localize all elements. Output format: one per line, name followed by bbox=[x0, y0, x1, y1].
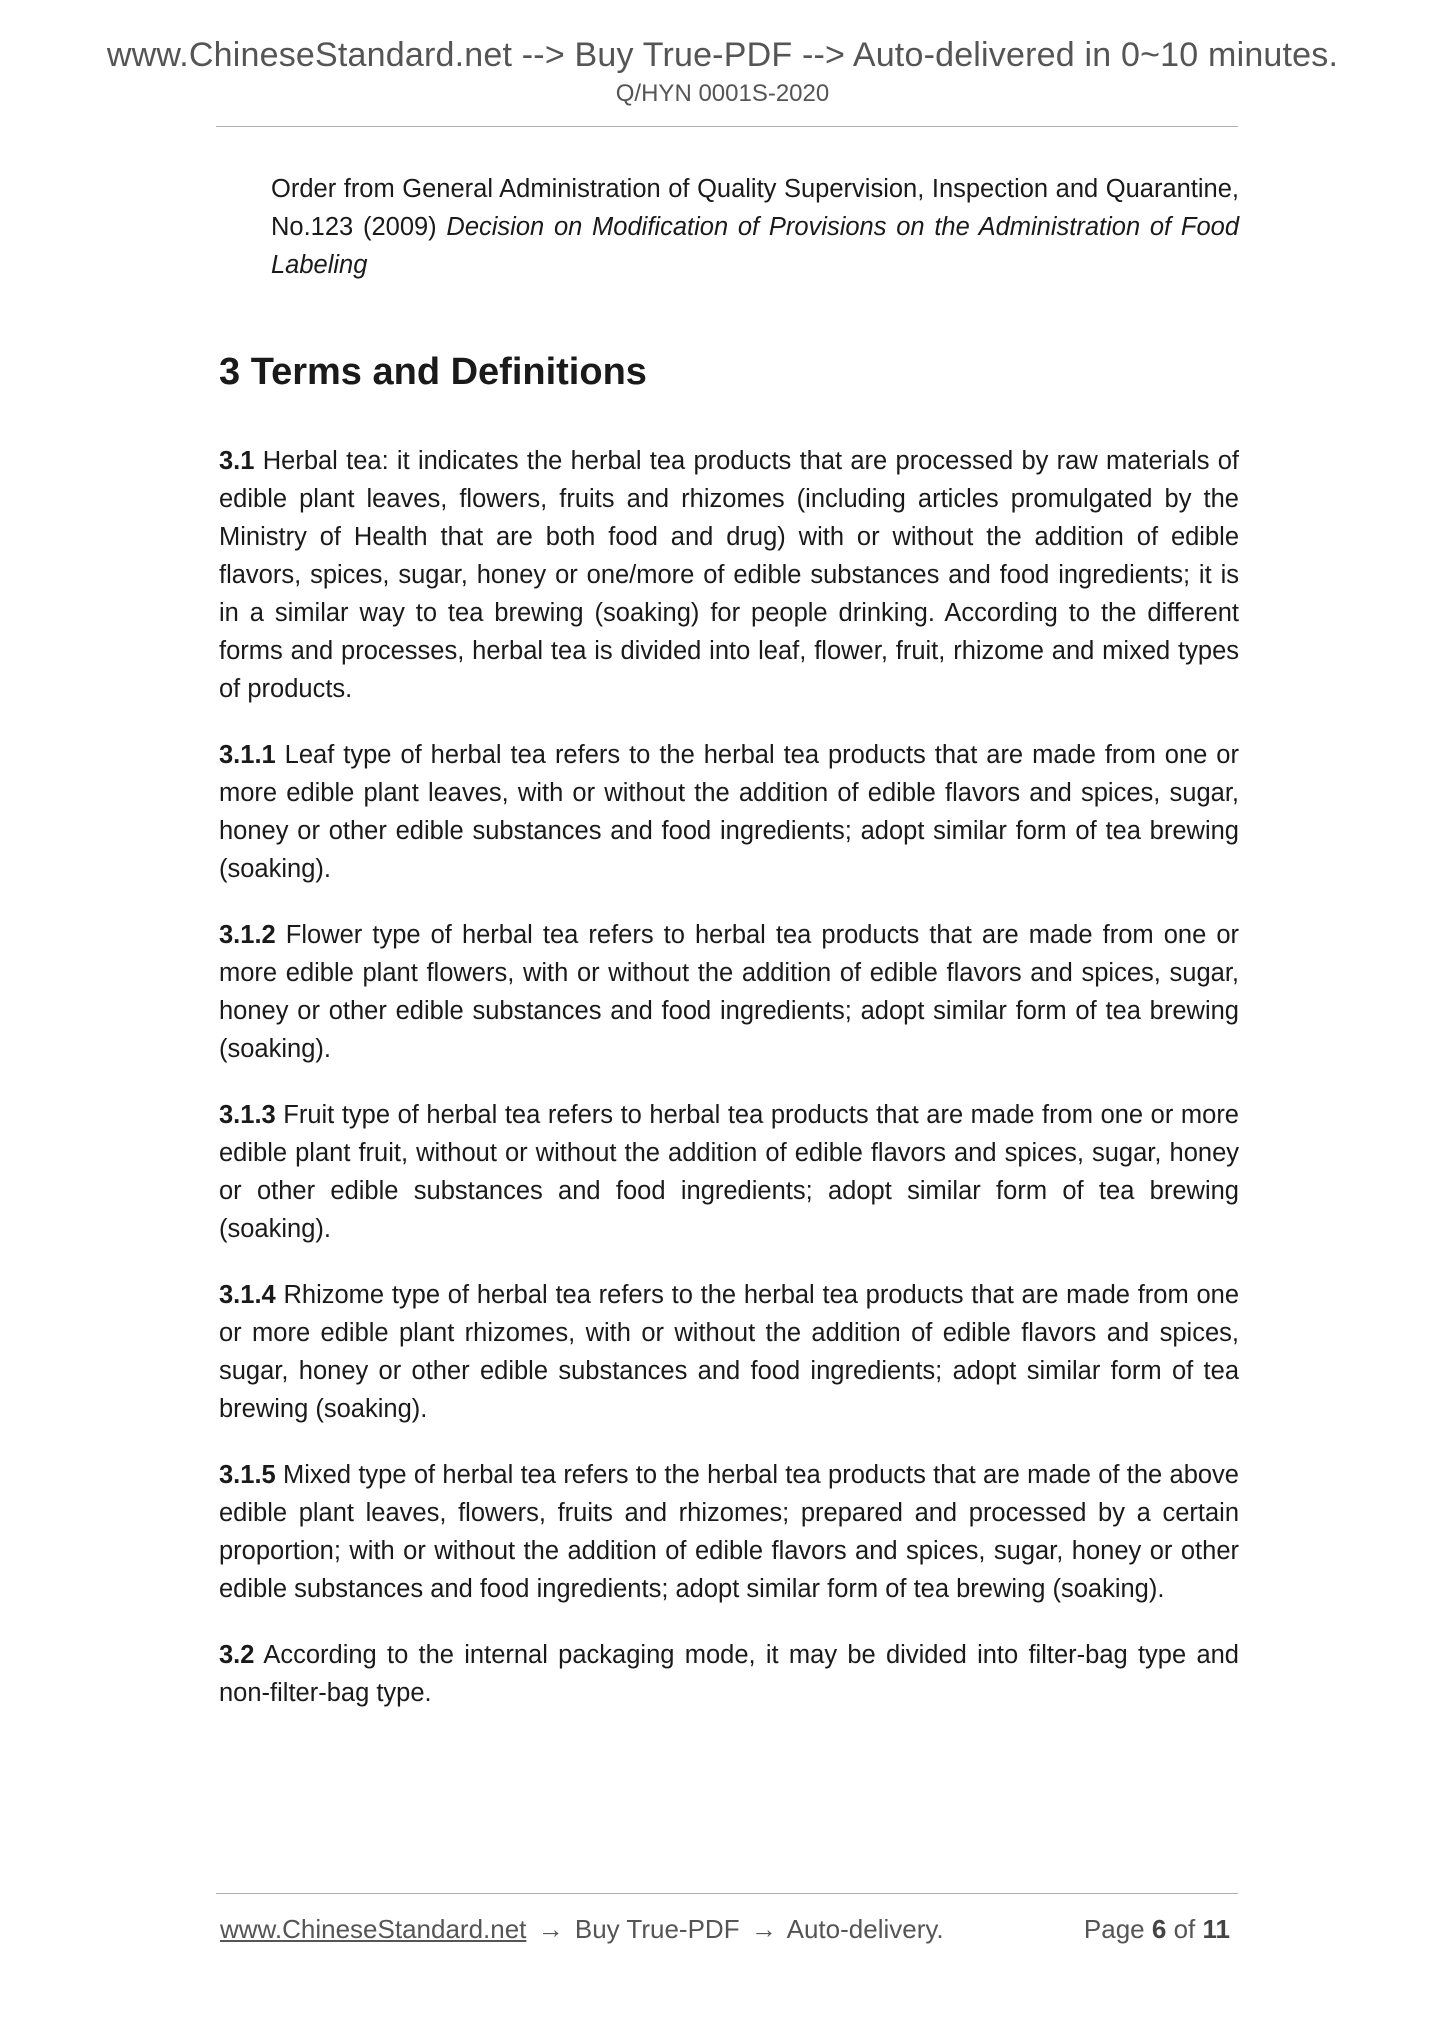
clause-number: 3.1.1 bbox=[219, 741, 276, 769]
clause-text: Flower type of herbal tea refers to herbal tea products that are made from one or more edible plant flowers, with or without the addition of edible flavors and spices, sugar, honey or other edible substances and food ingredients; adopt similar form of tea brewing (soaking). bbox=[219, 921, 1239, 1063]
clause-number: 3.1.5 bbox=[219, 1461, 276, 1489]
page-number bbox=[1084, 1914, 1230, 1945]
definition-paragraph bbox=[219, 736, 1239, 888]
definition-paragraph bbox=[219, 1636, 1239, 1712]
clause-number: 3.1 bbox=[219, 447, 255, 475]
page-content bbox=[219, 170, 1239, 1740]
page-total: 11 bbox=[1202, 1914, 1230, 1944]
definition-paragraph bbox=[219, 442, 1239, 708]
arrow-right-icon: → bbox=[537, 1914, 564, 1944]
definition-paragraph bbox=[219, 916, 1239, 1068]
reference-text: Order from General Administration of Quality Supervision, Inspection and Quarantine, No.123 (2009) bbox=[271, 175, 1239, 241]
reference-title: Decision on Modification of Provisions on the Administration of Food Labeling bbox=[271, 213, 1240, 279]
clause-number: 3.2 bbox=[219, 1641, 255, 1669]
definition-paragraph bbox=[219, 1456, 1239, 1608]
clause-text: Rhizome type of herbal tea refers to the herbal tea products that are made from one or more edible plant rhizomes, with or without the addition of edible flavors and spices, sugar, honey or other edible substances and food ingredients; adopt similar form of tea brewing (soaking). bbox=[219, 1281, 1239, 1423]
document-id: Q/HYN 0001S-2020 bbox=[615, 80, 830, 107]
header-divider bbox=[216, 126, 1238, 127]
reference-entry bbox=[271, 170, 1239, 284]
definition-paragraph bbox=[219, 1096, 1239, 1248]
footer-divider bbox=[216, 1893, 1238, 1894]
arrow-right-icon: → bbox=[750, 1914, 777, 1944]
page-label: Page bbox=[1083, 1914, 1145, 1944]
of-label: of bbox=[1173, 1914, 1196, 1944]
clause-number: 3.1.3 bbox=[219, 1101, 276, 1129]
clause-text: According to the internal packaging mode, it may be divided into filter-bag type and non-filter-bag type. bbox=[219, 1641, 1239, 1707]
site-banner: www.ChineseStandard.net --> Buy True-PDF --> Auto-delivered in 0~10 minutes. bbox=[106, 36, 1339, 74]
page-current: 6 bbox=[1151, 1914, 1167, 1944]
footer-promo bbox=[220, 1914, 944, 1945]
section-heading: 3 Terms and Definitions bbox=[219, 351, 647, 393]
clause-text: Leaf type of herbal tea refers to the herbal tea products that are made from one or more edible plant leaves, with or without the addition of edible flavors and spices, sugar, honey or other edible substances and food ingredients; adopt similar form of tea brewing (soaking). bbox=[219, 741, 1239, 883]
site-link[interactable]: www.ChineseStandard.net bbox=[220, 1914, 527, 1944]
clause-text: Herbal tea: it indicates the herbal tea products that are processed by raw materials of edible plant leaves, flowers, fruits and rhizomes (including articles promulgated by the Ministry of Health that are both food and drug) with or without the addition of edible flavors, spices, sugar, honey or one/more of edible substances and food ingredients; it is in a similar way to tea brewing (soaking) for people drinking. According to the different forms and processes, herbal tea is divided into leaf, flower, fruit, rhizome and mixed types of products. bbox=[219, 447, 1239, 703]
page-footer bbox=[220, 1914, 1230, 1948]
clause-text: Mixed type of herbal tea refers to the herbal tea products that are made of the above edible plant leaves, flowers, fruits and rhizomes; prepared and processed by a certain proportion; with or without the addition of edible flavors and spices, sugar, honey or other edible substances and food ingredients; adopt similar form of tea brewing (soaking). bbox=[219, 1461, 1239, 1603]
footer-delivery-text: Auto-delivery. bbox=[786, 1914, 944, 1944]
clause-number: 3.1.4 bbox=[219, 1281, 276, 1309]
clause-text: Fruit type of herbal tea refers to herbal tea products that are made from one or more edible plant fruit, without or without the addition of edible flavors and spices, sugar, honey or other edible substances and food ingredients; adopt similar form of tea brewing (soaking). bbox=[219, 1101, 1239, 1243]
definition-paragraph bbox=[219, 1276, 1239, 1428]
clause-number: 3.1.2 bbox=[219, 921, 276, 949]
footer-buy-text: Buy True-PDF bbox=[574, 1914, 740, 1944]
